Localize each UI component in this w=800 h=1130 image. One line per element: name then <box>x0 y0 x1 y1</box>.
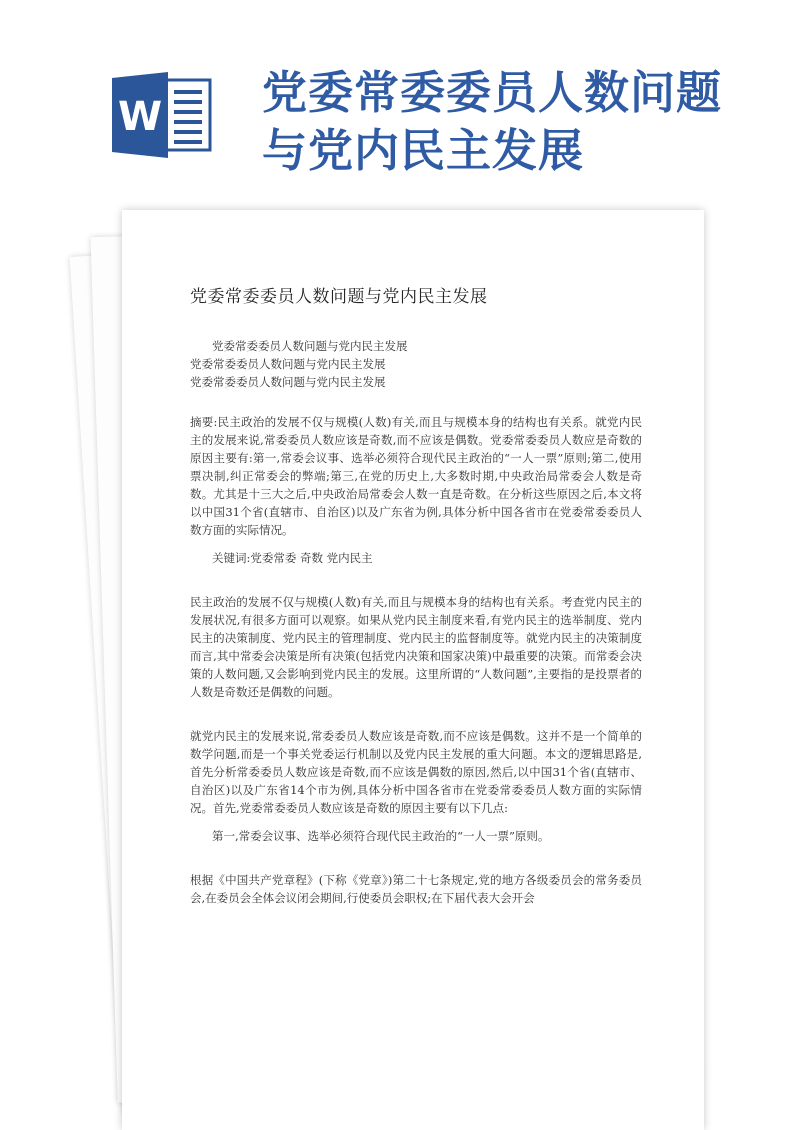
point-one-line: 第一,常委会议事、选举必须符合现代民主政治的“一人一票”原则。 <box>212 829 550 843</box>
repeat-title-line: 党委常委委员人数问题与党内民主发展 <box>212 339 408 353</box>
banner-title <box>262 64 782 180</box>
body-paragraph-1: 民主政治的发展不仅与规模(人数)有关,而且与规模本身的结构也有关系。考查党内民主的发展状况,有很多方面可以观察。如果从党内民主制度来看,有党内民主的选举制度、党内民主的决策制度、党内民主的管理制度、党内民主的监督制度等。就党内民主的决策制度而言,其中常委会决策是所有决策(包括党内决策和国家决策)中最重要的决策。而常委会决策的人数问题,又会影响到党内民主的发展。这里所谓的“人数问题”,主要指的是投票者的人数是奇数还是偶数的问题。 <box>190 595 642 699</box>
document-content <box>190 282 642 907</box>
repeat-title-line: 党委常委委员人数问题与党内民主发展 <box>190 375 386 389</box>
document-page[interactable] <box>122 210 704 1130</box>
banner-title-line2: 与党内民主发展 <box>262 124 585 177</box>
word-logo-letter: W <box>117 94 163 140</box>
keywords-line: 关键词:党委常委 奇数 党内民主 <box>212 551 373 565</box>
abstract-paragraph: 摘要:民主政治的发展不仅与规模(人数)有关,而且与规模本身的结构也有关系。就党内民主的发展来说,常委委员人数应该是奇数,而不应该是偶数。党委常委委员人数应是奇数的原因主要有:第一,常委会议事、选举必须符合现代民主政治的“一人一票”原则;第二,使用票决制,纠正常委会的弊端;第三,在党的历史上,大多数时期,中央政治局常委会人数是奇数。尤其是十三大之后,中央政治局常委会人数一直是奇数。在分析这些原因之后,本文将以中国31个省(直辖市、自治区)以及广东省为例,具体分析中国各省市在党委常委委员人数方面的实际情况。 <box>190 415 642 537</box>
word-document-icon <box>112 72 218 158</box>
body-paragraph-2: 就党内民主的发展来说,常委委员人数应该是奇数,而不应该是偶数。这并不是一个简单的数学问题,而是一个事关党委运行机制以及党内民主发展的重大问题。本文的逻辑思路是,首先分析常委委员人数应该是奇数,而不应该是偶数的原因,然后,以中国31个省(直辖市、自治区)以及广东省14个市为例,具体分析中国各省市在党委常委委员人数方面的实际情况。首先,党委常委委员人数应该是奇数的原因主要有以下几点: <box>190 729 642 815</box>
header-banner <box>0 0 800 210</box>
body-paragraph-3: 根据《中国共产党章程》(下称《党章》)第二十七条规定,党的地方各级委员会的常务委员会,在委员会全体会议闭会期间,行使委员会职权;在下届代表大会开会 <box>190 873 642 905</box>
repeat-title-line: 党委常委委员人数问题与党内民主发展 <box>190 357 386 371</box>
document-title: 党委常委委员人数问题与党内民主发展 <box>190 287 488 307</box>
banner-title-line1: 党委常委委员人数问题 <box>262 66 723 119</box>
